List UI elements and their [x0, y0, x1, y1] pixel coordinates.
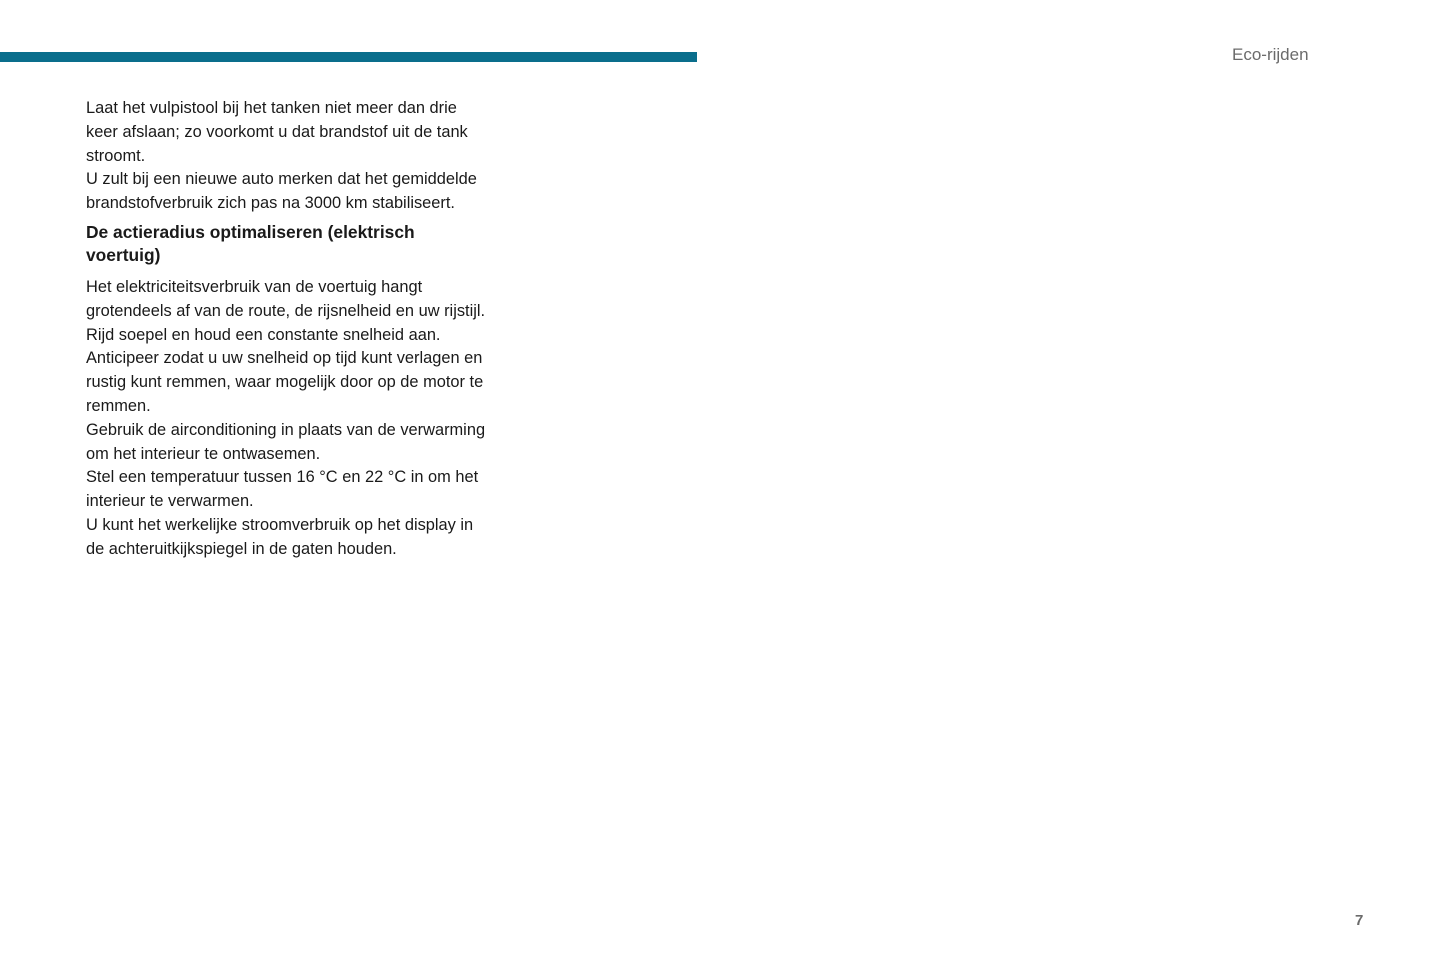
paragraph: U zult bij een nieuwe auto merken dat het gemiddelde brandstofverbruik zich pas na 3000 km stabiliseert. [86, 170, 477, 213]
header-accent-bar [0, 52, 697, 62]
main-content [86, 97, 486, 562]
section-title: Eco-rijden [1232, 45, 1309, 64]
section-heading: De actieradius optimaliseren (elektrisch voertuig) [86, 221, 415, 266]
paragraph: Laat het vulpistool bij het tanken niet meer dan drie keer afslaan; zo voorkomt u dat brandstof uit de tank stroomt. [86, 99, 468, 165]
page-number: 7 [1355, 912, 1364, 929]
paragraph: Stel een temperatuur tussen 16 °C en 22 °C in om het interieur te verwarmen. [86, 468, 479, 511]
paragraph: Rijd soepel en houd een constante snelheid aan. [86, 325, 441, 344]
paragraph: Anticipeer zodat u uw snelheid op tijd kunt verlagen en rustig kunt remmen, waar mogelijk door op de motor te remmen. [86, 349, 484, 415]
paragraph: Gebruik de airconditioning in plaats van de verwarming om het interieur te ontwasemen. [86, 420, 486, 463]
paragraph: Het elektriciteitsverbruik van de voertuig hangt grotendeels af van de route, de rijsnelheid en uw rijstijl. [86, 277, 486, 320]
paragraph: U kunt het werkelijke stroomverbruik op het display in de achteruitkijkspiegel in de gaten houden. [86, 515, 474, 558]
